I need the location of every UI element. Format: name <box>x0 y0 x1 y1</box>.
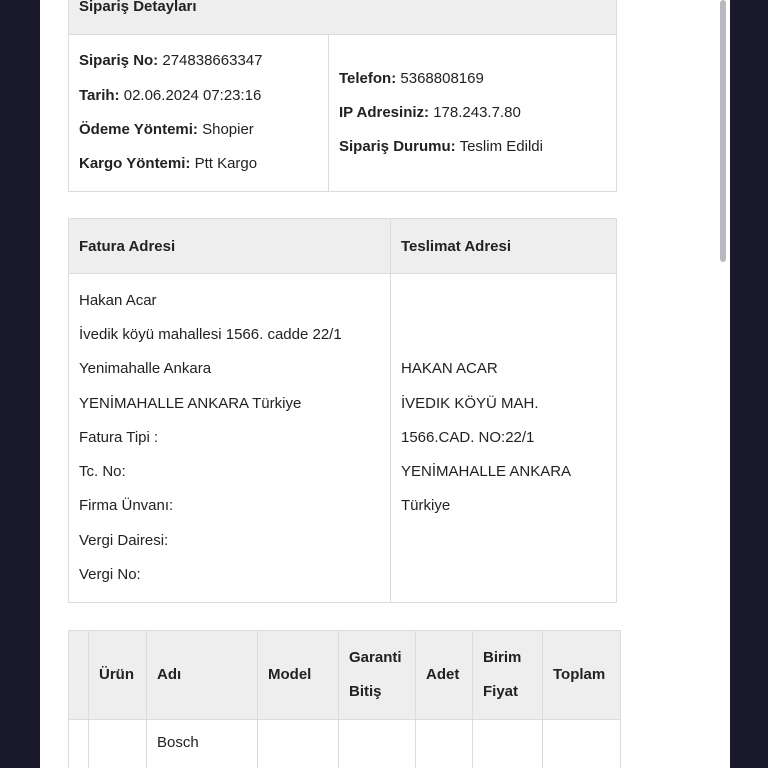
col-garanti-bitis: Garanti Bitiş <box>339 631 416 720</box>
col-adi: Adı <box>147 631 258 720</box>
ip-address: IP Adresiniz: 178.243.7.80 <box>339 103 521 121</box>
shipping-method: Kargo Yöntemi: Ptt Kargo <box>79 155 258 173</box>
payment-method: Ödeme Yöntemi: Shopier <box>79 121 254 138</box>
billing-line: Hakan Acar <box>79 291 157 309</box>
col-toplam: Toplam <box>543 631 621 720</box>
col-urun: Ürün <box>89 631 147 720</box>
billing-address-header: Fatura Adresi <box>69 219 391 274</box>
order-details-header <box>69 0 617 35</box>
col-empty <box>69 631 89 720</box>
billing-line: Yenimahalle Ankara <box>79 360 212 378</box>
order-details-table <box>68 0 617 192</box>
order-detail-page <box>40 0 730 768</box>
address-table <box>68 218 617 603</box>
billing-line: Vergi No: <box>79 566 141 584</box>
phone: Telefon: 5368808169 <box>339 69 484 87</box>
order-date: Tarih: 02.06.2024 07:23:16 <box>79 86 262 104</box>
table-row <box>69 720 621 768</box>
product-name: Bosch <box>147 720 258 768</box>
order-details-title: Sipariş Detayları <box>79 0 197 15</box>
shipping-address-header: Teslimat Adresi <box>391 219 617 274</box>
billing-line: Vergi Dairesi: <box>79 531 169 549</box>
billing-line: Tc. No: <box>79 463 126 481</box>
products-table <box>68 630 621 768</box>
billing-address <box>69 274 391 603</box>
shipping-line: HAKAN ACAR <box>401 360 498 378</box>
col-adet: Adet <box>416 631 473 720</box>
order-number: Sipariş No: 274838663347 <box>79 52 263 70</box>
billing-line: İvedik köyü mahallesi 1566. cadde 22/1 <box>79 325 342 343</box>
order-info-left <box>69 35 329 192</box>
billing-line: Fatura Tipi : <box>79 428 159 446</box>
order-status: Sipariş Durumu: Teslim Edildi <box>339 138 543 156</box>
shipping-address <box>391 274 617 603</box>
shipping-line: YENİMAHALLE ANKARA <box>401 463 572 481</box>
billing-line: Firma Ünvanı: <box>79 497 174 515</box>
col-birim-fiyat: Birim Fiyat <box>473 631 543 720</box>
order-info-right <box>329 35 617 192</box>
shipping-line: 1566.CAD. NO:22/1 <box>401 428 535 446</box>
col-model: Model <box>258 631 339 720</box>
shipping-line: İVEDIK KÖYÜ MAH. <box>401 394 539 412</box>
billing-line: YENİMAHALLE ANKARA Türkiye <box>79 394 302 412</box>
shipping-line: Türkiye <box>401 497 451 515</box>
scrollbar-thumb[interactable] <box>720 0 726 262</box>
